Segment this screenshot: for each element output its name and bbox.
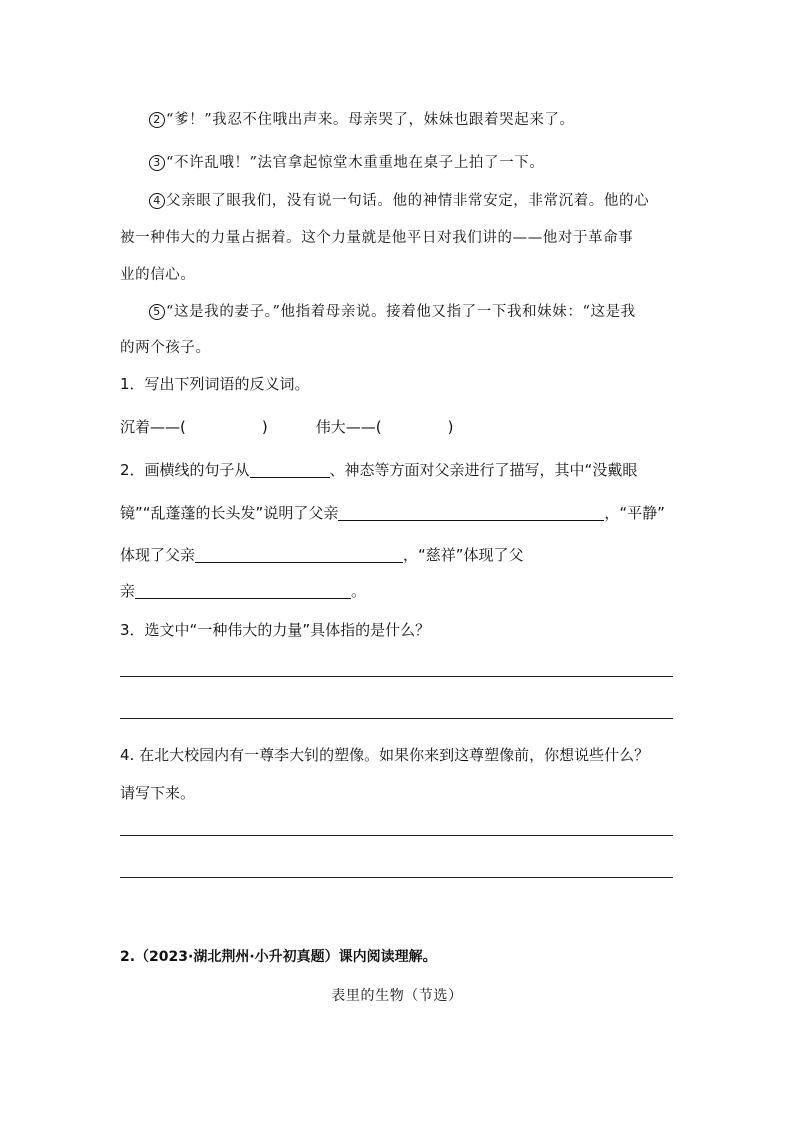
question-2-line-3: 体现了父亲 ，“慈祥”体现了父 bbox=[120, 546, 524, 564]
question-3: 3．选文中“一种伟大的力量”具体指的是什么？ bbox=[120, 621, 431, 639]
answer-blank[interactable] bbox=[250, 463, 330, 478]
answer-blank[interactable] bbox=[338, 506, 604, 521]
paragraph-4-line-1 bbox=[149, 189, 649, 210]
answer-line[interactable] bbox=[120, 835, 673, 836]
question-4-line-1: 4. 在北大校园内有一尊李大钊的塑像。如果你来到这尊塑像前，你想说些什么？ bbox=[120, 746, 650, 764]
paragraph-number: 2 bbox=[149, 112, 165, 128]
question-4-line-2: 请写下来。 bbox=[120, 784, 196, 802]
paragraph-number: 5 bbox=[149, 304, 165, 320]
passage-title: 表里的生物（节选） bbox=[331, 988, 463, 1004]
answer-blank[interactable] bbox=[135, 584, 351, 599]
paragraph-text: “这是我的妻子。”他指着母亲说。接着他又指了一下我和妹妹：“这是我 bbox=[166, 304, 636, 320]
paragraph-5-line-2: 的两个孩子。 bbox=[120, 340, 211, 356]
question-2-line-1: 2．画横线的句子从 、神态等方面对父亲进行了描写，其中“没戴眼 bbox=[120, 461, 638, 479]
question-2-line-2: 镜”“乱蓬蓬的长头发”说明了父亲 ，“平静” bbox=[120, 504, 665, 522]
question-2-line-4: 亲 。 bbox=[120, 582, 367, 600]
answer-line[interactable] bbox=[120, 718, 673, 719]
paragraph-text: 父亲眼了眼我们，没有说一句话。他的神情非常安定，非常沉着。他的心 bbox=[166, 193, 650, 209]
antonym-prompt-1: 沉着——( bbox=[120, 418, 186, 436]
answer-line[interactable] bbox=[120, 877, 673, 878]
question-1: 1．写出下列词语的反义词。 bbox=[120, 375, 310, 393]
paragraph-text: “不许乱哦！”法官拿起惊堂木重重地在桌子上拍了一下。 bbox=[166, 155, 545, 171]
paragraph-text: “爹！”我忍不住哦出声来。母亲哭了，妹妹也跟着哭起来了。 bbox=[166, 112, 575, 128]
paragraph-5-line-1 bbox=[149, 300, 636, 321]
answer-line[interactable] bbox=[120, 676, 673, 677]
paragraph-2 bbox=[149, 108, 575, 129]
antonym-prompt-2: 伟大——( bbox=[315, 418, 382, 436]
question-1-answers: 沉着——( ) 伟大——( ) bbox=[120, 418, 454, 436]
answer-blank[interactable] bbox=[195, 548, 403, 563]
paragraph-number: 3 bbox=[149, 155, 165, 171]
paragraph-number: 4 bbox=[149, 193, 165, 209]
paragraph-4-line-2: 被一种伟大的力量占据着。这个力量就是他平日对我们讲的——他对于革命事 bbox=[120, 230, 634, 246]
paragraph-3 bbox=[149, 151, 544, 172]
paragraph-4-line-3: 业的信心。 bbox=[120, 267, 196, 283]
section-heading: 2.（2023·湖北荆州·小升初真题）课内阅读理解。 bbox=[120, 949, 437, 965]
